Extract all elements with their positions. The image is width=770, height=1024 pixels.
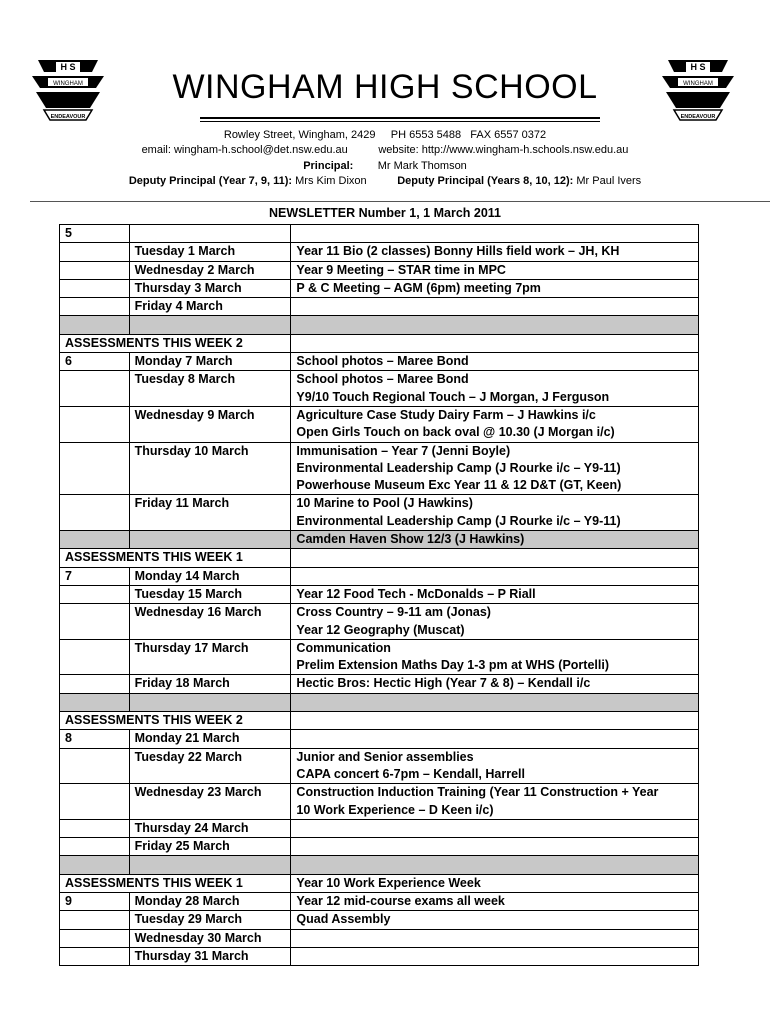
schedule-row	[60, 784, 699, 820]
events-cell	[291, 279, 699, 297]
title-double-rule-bottom	[200, 121, 600, 122]
week-cell	[60, 442, 130, 495]
events-cell	[291, 838, 699, 856]
assessments-week-cell: ASSESSMENTS THIS WEEK 1	[60, 874, 291, 892]
schedule-row	[60, 838, 699, 856]
event-text: Quad Assembly	[296, 912, 391, 927]
events-cell	[291, 261, 699, 279]
deputy1-name: Mrs Kim Dixon	[295, 175, 367, 187]
day-cell: Tuesday 15 March	[129, 585, 291, 603]
day-cell: Thursday 10 March	[129, 442, 291, 495]
schedule-row	[60, 911, 699, 929]
events-cell	[291, 784, 699, 820]
event-text: Year 9 Meeting – STAR time in MPC	[296, 262, 506, 277]
week-cell	[60, 819, 130, 837]
event-text: Prelim Extension Maths Day 1-3 pm at WHS (Portelli)	[296, 658, 609, 673]
event-text: Powerhouse Museum Exc Year 11 & 12 D&T (GT, Keen)	[296, 478, 622, 493]
schedule-row	[60, 712, 699, 730]
schedule-row	[60, 406, 699, 442]
schedule-row	[60, 604, 699, 640]
week-cell	[60, 243, 130, 261]
events-cell	[291, 712, 699, 730]
events-cell	[291, 495, 699, 531]
event-text: School photos – Maree Bond	[296, 372, 469, 387]
week-cell	[60, 585, 130, 603]
event-text: Agriculture Case Study Dairy Farm – J Hawkins i/c	[296, 407, 596, 422]
event-text: Year 11 Bio (2 classes) Bonny Hills field work – JH, KH	[296, 244, 620, 259]
schedule-row	[60, 279, 699, 297]
events-cell	[291, 730, 699, 748]
principal-line	[0, 159, 770, 174]
events-cell	[291, 371, 699, 407]
week-cell	[60, 279, 130, 297]
day-cell: Monday 21 March	[129, 730, 291, 748]
schedule-row	[60, 639, 699, 675]
schedule-row	[60, 353, 699, 371]
schedule-row	[60, 947, 699, 965]
event-text: Y9/10 Touch Regional Touch – J Morgan, J Ferguson	[296, 389, 610, 404]
day-cell	[129, 856, 291, 874]
event-text: Communication	[296, 640, 391, 655]
week-cell	[60, 693, 130, 711]
week-cell	[60, 947, 130, 965]
schedule-row	[60, 585, 699, 603]
deputy-principals-line	[0, 174, 770, 189]
event-text: Year 12 Food Tech - McDonalds – P Riall	[296, 586, 536, 601]
svg-text:H S: H S	[60, 62, 76, 72]
week-cell: 6	[60, 353, 130, 371]
event-text: CAPA concert 6-7pm – Kendall, Harrell	[296, 766, 525, 781]
day-cell: Wednesday 23 March	[129, 784, 291, 820]
newsletter-title: NEWSLETTER Number 1, 1 March 2011	[268, 206, 501, 220]
event-text: Year 12 Geography (Muscat)	[296, 622, 465, 637]
crest-motto-text: ENDEAVOUR	[50, 114, 86, 120]
events-cell	[291, 549, 699, 567]
week-cell	[60, 531, 130, 549]
svg-text:ENDEAVOUR: ENDEAVOUR	[680, 114, 716, 120]
event-text: 10 Work Experience – D Keen i/c)	[296, 802, 494, 817]
crest-name-text: WINGHAM	[53, 81, 83, 87]
events-cell	[291, 406, 699, 442]
events-cell	[291, 531, 699, 549]
events-cell	[291, 604, 699, 640]
day-cell	[129, 225, 291, 243]
schedule-row	[60, 874, 699, 892]
week-cell	[60, 929, 130, 947]
event-text: Environmental Leadership Camp (J Rourke i/c – Y9-11)	[296, 460, 621, 475]
events-cell	[291, 567, 699, 585]
school-name-heading: WINGHAM HIGH SCHOOL	[172, 68, 598, 106]
assessments-week-cell: ASSESSMENTS THIS WEEK 2	[60, 712, 291, 730]
deputy2-label: Deputy Principal (Years 8, 10, 12):	[397, 175, 574, 187]
event-text: Environmental Leadership Camp (J Rourke i/c – Y9-11)	[296, 513, 621, 528]
events-cell	[291, 353, 699, 371]
schedule-row	[60, 316, 699, 334]
event-text: P & C Meeting – AGM (6pm) meeting 7pm	[296, 280, 541, 295]
day-cell: Friday 25 March	[129, 838, 291, 856]
day-cell: Monday 7 March	[129, 353, 291, 371]
assessments-week-cell: ASSESSMENTS THIS WEEK 1	[60, 549, 291, 567]
address-line: Rowley Street, Wingham, 2429 PH 6553 5488 FAX 6557 0372	[223, 129, 547, 141]
email-website-line: email: wingham-h.school@det.nsw.edu.au website: http://www.wingham-h.schools.nsw.edu.au	[141, 144, 629, 156]
schedule-row	[60, 748, 699, 784]
event-text: Open Girls Touch on back oval @ 10.30 (J Morgan i/c)	[296, 425, 615, 440]
schedule-row	[60, 442, 699, 495]
events-cell	[291, 947, 699, 965]
schedule-table	[59, 224, 699, 966]
deputy1-label: Deputy Principal (Year 7, 9, 11):	[128, 175, 293, 187]
schedule-row	[60, 675, 699, 693]
event-text: Immunisation – Year 7 (Jenni Boyle)	[296, 443, 511, 458]
week-cell: 5	[60, 225, 130, 243]
week-cell	[60, 639, 130, 675]
day-cell: Wednesday 30 March	[129, 929, 291, 947]
events-cell	[291, 911, 699, 929]
day-cell: Wednesday 2 March	[129, 261, 291, 279]
week-cell	[60, 298, 130, 316]
event-text: 10 Marine to Pool (J Hawkins)	[296, 496, 473, 511]
schedule-row	[60, 730, 699, 748]
day-cell: Friday 11 March	[129, 495, 291, 531]
week-cell	[60, 748, 130, 784]
week-cell	[60, 406, 130, 442]
event-text: Hectic Bros: Hectic High (Year 7 & 8) – Kendall i/c	[296, 676, 591, 691]
header-divider	[30, 201, 770, 202]
schedule-row	[60, 819, 699, 837]
principal-label: Principal:	[303, 160, 354, 172]
day-cell	[129, 531, 291, 549]
day-cell: Monday 28 March	[129, 892, 291, 910]
events-cell	[291, 929, 699, 947]
schedule-row	[60, 892, 699, 910]
svg-text:H S: H S	[690, 62, 706, 72]
events-cell	[291, 334, 699, 352]
events-cell	[291, 675, 699, 693]
title-double-rule-top	[200, 117, 600, 119]
week-cell	[60, 911, 130, 929]
day-cell: Tuesday 1 March	[129, 243, 291, 261]
day-cell: Thursday 17 March	[129, 639, 291, 675]
week-cell	[60, 784, 130, 820]
week-cell	[60, 261, 130, 279]
svg-text:WINGHAM: WINGHAM	[683, 81, 713, 87]
week-cell: 8	[60, 730, 130, 748]
day-cell: Wednesday 9 March	[129, 406, 291, 442]
week-cell	[60, 495, 130, 531]
schedule-row	[60, 261, 699, 279]
assessments-week-cell: ASSESSMENTS THIS WEEK 2	[60, 334, 291, 352]
schedule-row	[60, 225, 699, 243]
events-cell	[291, 639, 699, 675]
week-cell	[60, 316, 130, 334]
day-cell: Wednesday 16 March	[129, 604, 291, 640]
events-cell	[291, 892, 699, 910]
day-cell: Tuesday 22 March	[129, 748, 291, 784]
deputy2-name: Mr Paul Ivers	[576, 175, 642, 187]
day-cell	[129, 316, 291, 334]
event-text: Camden Haven Show 12/3 (J Hawkins)	[296, 532, 525, 547]
week-cell: 9	[60, 892, 130, 910]
week-cell	[60, 675, 130, 693]
event-text: Year 10 Work Experience Week	[296, 875, 481, 890]
week-cell	[60, 371, 130, 407]
schedule-row	[60, 693, 699, 711]
week-cell	[60, 838, 130, 856]
schedule-row	[60, 531, 699, 549]
events-cell	[291, 442, 699, 495]
events-cell	[291, 856, 699, 874]
day-cell: Monday 14 March	[129, 567, 291, 585]
schedule-row	[60, 243, 699, 261]
day-cell	[129, 693, 291, 711]
principal-name: Mr Mark Thomson	[377, 160, 467, 172]
event-text: Cross Country – 9-11 am (Jonas)	[296, 605, 491, 620]
events-cell	[291, 693, 699, 711]
schedule-row	[60, 567, 699, 585]
events-cell	[291, 585, 699, 603]
schedule-row	[60, 495, 699, 531]
week-cell	[60, 604, 130, 640]
events-cell	[291, 243, 699, 261]
day-cell: Thursday 24 March	[129, 819, 291, 837]
week-cell	[60, 856, 130, 874]
schedule-row	[60, 549, 699, 567]
schedule-row	[60, 929, 699, 947]
week-cell: 7	[60, 567, 130, 585]
event-text: Year 12 mid-course exams all week	[296, 893, 505, 908]
day-cell: Friday 18 March	[129, 675, 291, 693]
day-cell: Thursday 31 March	[129, 947, 291, 965]
schedule-row	[60, 334, 699, 352]
day-cell: Thursday 3 March	[129, 279, 291, 297]
schedule-row	[60, 371, 699, 407]
day-cell: Friday 4 March	[129, 298, 291, 316]
events-cell	[291, 748, 699, 784]
day-cell: Tuesday 29 March	[129, 911, 291, 929]
schedule-row	[60, 856, 699, 874]
events-cell	[291, 298, 699, 316]
event-text: School photos – Maree Bond	[296, 354, 469, 369]
events-cell	[291, 316, 699, 334]
day-cell: Tuesday 8 March	[129, 371, 291, 407]
events-cell	[291, 819, 699, 837]
event-text: Construction Induction Training (Year 11 Construction + Year	[296, 785, 659, 800]
events-cell	[291, 874, 699, 892]
event-text: Junior and Senior assemblies	[296, 749, 474, 764]
schedule-row	[60, 298, 699, 316]
events-cell	[291, 225, 699, 243]
